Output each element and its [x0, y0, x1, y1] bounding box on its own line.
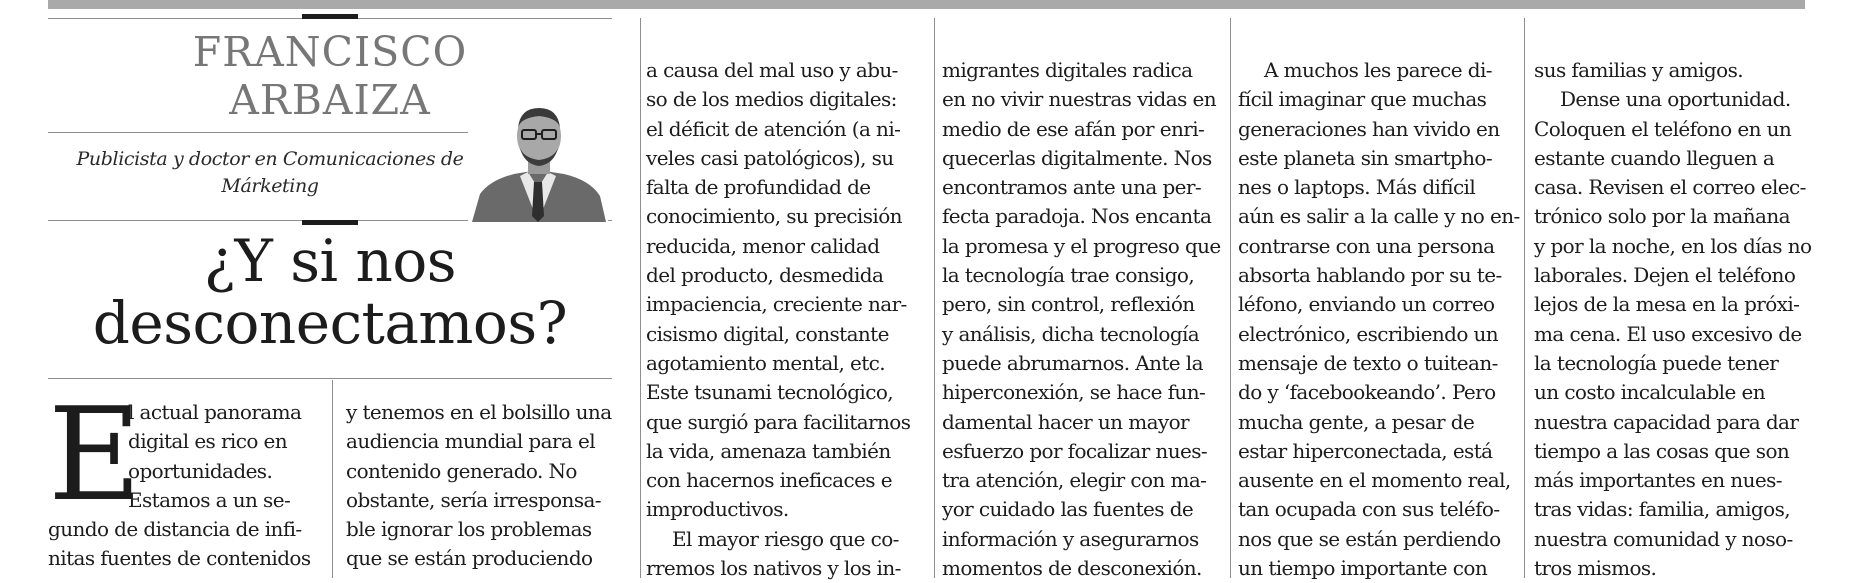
author-name-last: ARBAIZA	[229, 76, 431, 124]
text-line: tan ocupada con sus teléfo-	[1238, 497, 1500, 522]
text-line: digital es rico en	[128, 429, 288, 454]
text-line: El mayor riesgo que co-	[672, 526, 899, 551]
text-line: tros mismos.	[1534, 556, 1657, 581]
author-role-line: Márketing	[221, 175, 319, 197]
text-line: trónico solo por la mañana	[1534, 204, 1790, 229]
headline-line: desconectamos?	[92, 289, 568, 357]
text-line: Dense una oportunidad.	[1560, 87, 1791, 112]
column-6	[1534, 56, 1811, 583]
text-line: reducida, menor calidad	[646, 233, 880, 258]
text-line: ma cena. El uso excesivo de	[1534, 321, 1802, 346]
text-line: lejos de la mesa en la próxi-	[1534, 292, 1800, 317]
text-line: agotamiento mental, etc.	[646, 350, 886, 375]
column-divider	[1524, 18, 1525, 578]
text-line: momentos de desconexión.	[942, 556, 1202, 581]
text-line: veles casi patológicos), su	[646, 145, 894, 170]
text-line: falta de profundidad de	[646, 175, 871, 200]
text-line: hiperconexión, se hace fun-	[942, 380, 1206, 405]
text-line: estar hiperconectada, está	[1238, 438, 1493, 463]
text-line: electrónico, escribiendo un	[1238, 321, 1499, 346]
text-line: ble ignorar los problemas	[346, 517, 592, 542]
text-line: nuestra comunidad y noso-	[1534, 526, 1793, 551]
headline-bottom-rule	[48, 378, 612, 379]
author-role-line: Publicista y doctor en Comunicaciones de	[76, 148, 464, 170]
text-line: encontramos ante una per-	[942, 175, 1202, 200]
column-divider	[640, 18, 641, 578]
text-line: que surgió para facilitarnos	[646, 409, 911, 434]
column-5	[1238, 56, 1520, 583]
text-line: léfono, enviando un correo	[1238, 292, 1495, 317]
text-line: con hacernos ineficaces e	[646, 468, 892, 493]
column-divider	[1230, 18, 1231, 578]
text-line: estante cuando lleguen a	[1534, 145, 1775, 170]
text-line: fícil imaginar que muchas	[1238, 87, 1487, 112]
text-line: fecta paradoja. Nos encanta	[942, 204, 1212, 229]
text-line: la tecnología trae consigo,	[942, 263, 1195, 288]
text-line: cisismo digital, constante	[646, 321, 889, 346]
text-line: nos que se están perdiendo	[1238, 526, 1501, 551]
author-top-marker	[302, 14, 358, 19]
text-line: Este tsunami tecnológico,	[646, 380, 894, 405]
text-line: contenido generado. No	[346, 458, 577, 483]
text-line: que se están produciendo	[346, 546, 593, 571]
text-line: un costo incalculable en	[1534, 380, 1765, 405]
text-line: aún es salir a la calle y no en-	[1238, 204, 1520, 229]
top-rule	[48, 0, 1805, 9]
text-line: nes o laptops. Más difícil	[1238, 175, 1476, 200]
text-line: gundo de distancia de infi-	[48, 517, 302, 541]
column-2	[346, 398, 612, 574]
column-4	[942, 56, 1221, 583]
headline-line: ¿Y si nos	[203, 227, 457, 295]
headline-top-marker	[302, 220, 358, 225]
text-line: mucha gente, a pesar de	[1238, 409, 1475, 434]
text-line: más importantes en nues-	[1534, 468, 1782, 493]
text-line: impaciencia, creciente nar-	[646, 292, 907, 317]
text-line: la tecnología puede tener	[1534, 350, 1779, 375]
text-line: la vida, amenaza también	[646, 438, 891, 463]
text-line: pero, sin control, reflexión	[942, 292, 1195, 317]
text-line: audiencia mundial para el	[346, 429, 596, 454]
text-line: un tiempo importante con	[1238, 556, 1488, 581]
text-line: sus familias y amigos.	[1534, 58, 1743, 82]
text-line: laborales. Dejen el teléfono	[1534, 263, 1796, 288]
text-line: puede abrumarnos. Ante la	[942, 350, 1203, 375]
text-line: do y ‘facebookeando’. Pero	[1238, 380, 1496, 405]
text-line: casa. Revisen el correo elec-	[1534, 175, 1806, 200]
text-line: y análisis, dicha tecnología	[942, 321, 1200, 346]
text-line: absorta hablando por su te-	[1238, 263, 1502, 288]
text-line: l actual panorama	[128, 400, 302, 424]
text-line: nuestra capacidad para dar	[1534, 409, 1799, 434]
text-line: Coloquen el teléfono en un	[1534, 116, 1792, 141]
text-line: a causa del mal uso y abu-	[646, 58, 898, 82]
text-line: y tenemos en el bolsillo una	[346, 400, 612, 424]
text-line: la promesa y el progreso que	[942, 233, 1221, 258]
column-divider	[332, 380, 333, 578]
text-line: rremos los nativos y los in-	[646, 556, 901, 581]
text-line: damental hacer un mayor	[942, 409, 1189, 434]
text-line: información y asegurarnos	[942, 526, 1199, 551]
text-line: y por la noche, en los días no	[1534, 233, 1812, 258]
text-line: contrarse con una persona	[1238, 233, 1495, 258]
text-line: A muchos les parece di-	[1264, 58, 1492, 82]
column-1-continued	[48, 515, 311, 574]
text-line: tra atención, elegir con ma-	[942, 468, 1207, 493]
text-line: improductivos.	[646, 497, 789, 522]
drop-cap: E	[48, 381, 142, 530]
text-line: este planeta sin smartpho-	[1238, 145, 1493, 170]
text-line: yor cuidado las fuentes de	[942, 497, 1194, 522]
text-line: en no vivir nuestras vidas en	[942, 87, 1217, 112]
text-line: del producto, desmedida	[646, 263, 884, 288]
text-line: Estamos a un se-	[128, 487, 291, 512]
text-line: tiempo a las cosas que son	[1534, 438, 1790, 463]
text-line: medio de ese afán por enri-	[942, 116, 1205, 141]
text-line: esfuerzo por focalizar nues-	[942, 438, 1208, 463]
text-line: el déficit de atención (a ni-	[646, 116, 901, 141]
column-1	[128, 398, 301, 515]
column-divider	[934, 18, 935, 578]
text-line: mensaje de texto o tuitean-	[1238, 350, 1498, 375]
text-line: oportunidades.	[128, 458, 273, 483]
headline	[48, 227, 612, 357]
author-name-first: FRANCISCO	[192, 28, 468, 76]
text-line: quecerlas digitalmente. Nos	[942, 145, 1212, 170]
text-line: tras vidas: familia, amigos,	[1534, 497, 1790, 522]
text-line: so de los medios digitales:	[646, 87, 897, 112]
text-line: ausente en el momento real,	[1238, 468, 1511, 493]
author-role	[60, 146, 480, 200]
text-line: conocimiento, su precisión	[646, 204, 902, 229]
author-name-rule	[48, 132, 468, 133]
author-photo	[468, 96, 608, 222]
text-line: obstante, sería irresponsa-	[346, 487, 601, 512]
text-line: generaciones han vivido en	[1238, 116, 1500, 141]
text-line: migrantes digitales radica	[942, 58, 1193, 82]
column-3	[646, 56, 910, 583]
text-line: nitas fuentes de contenidos	[48, 546, 311, 571]
